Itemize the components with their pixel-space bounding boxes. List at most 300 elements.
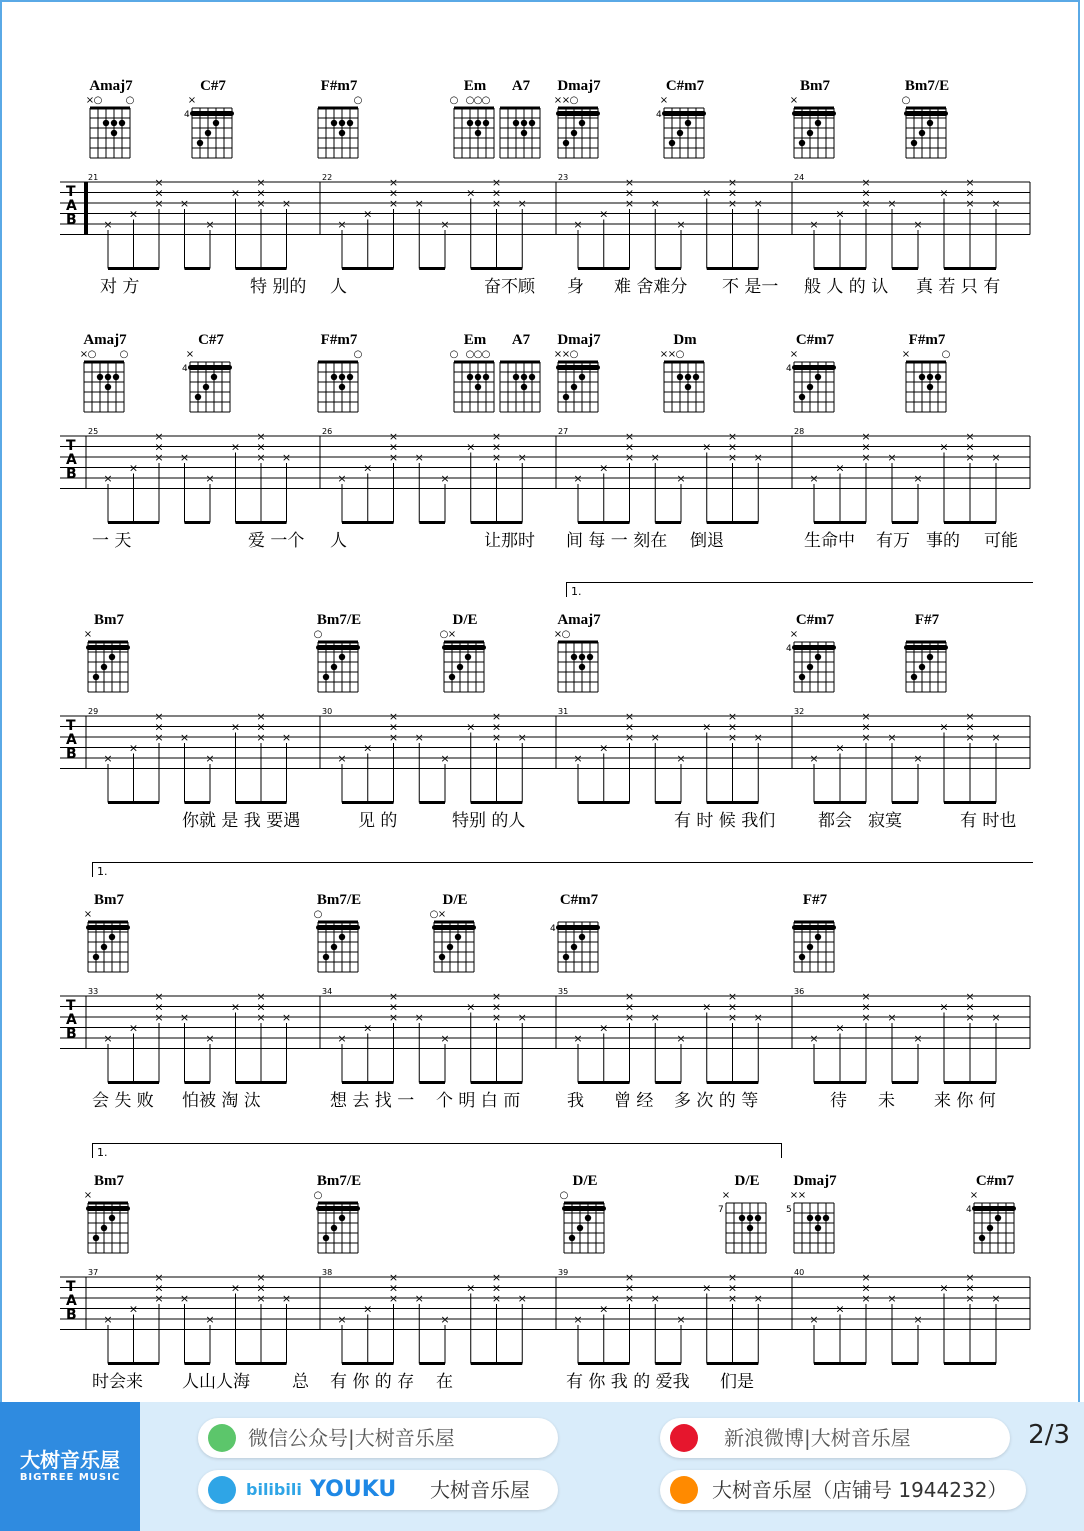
tab-note: × xyxy=(128,741,139,755)
string-mark: × xyxy=(797,1190,807,1201)
tab-note: × xyxy=(491,990,502,1003)
chord-name: D/E xyxy=(734,1173,760,1189)
string-mark: ○ xyxy=(561,629,571,640)
tab-note: × xyxy=(388,1271,399,1284)
tab-note: × xyxy=(939,1000,949,1014)
string-mark: × xyxy=(79,349,89,360)
svg-text:A: A xyxy=(66,732,77,748)
tab-note: × xyxy=(624,451,635,464)
lyric-fragment: 对 方 xyxy=(100,277,140,297)
string-mark: × xyxy=(85,95,95,106)
tab-note: × xyxy=(861,197,871,210)
string-mark: ○ xyxy=(569,349,579,360)
chord-grid xyxy=(892,94,962,164)
tab-note: × xyxy=(414,1292,424,1305)
tab-note: × xyxy=(466,186,476,200)
tab-note: × xyxy=(154,1000,164,1014)
measure-number: 30 xyxy=(322,707,333,716)
chord-name: Bm7/E xyxy=(904,78,950,94)
chord-name: A7 xyxy=(511,78,531,94)
tab-note: × xyxy=(154,186,164,200)
tab-note: × xyxy=(414,1011,424,1024)
tab-note: × xyxy=(388,731,399,744)
svg-text:A: A xyxy=(66,198,77,214)
tab-note: × xyxy=(256,1281,266,1295)
tab-note: × xyxy=(256,197,266,210)
lyric-fragment: 真 若 只 有 xyxy=(916,277,1001,297)
measure-number: 22 xyxy=(322,173,333,182)
tab-note: × xyxy=(861,990,871,1003)
barre xyxy=(792,111,836,116)
barre xyxy=(662,111,706,116)
chord-grid xyxy=(892,628,962,698)
chord-name: Amaj7 xyxy=(83,332,127,348)
chord-name: A7 xyxy=(511,332,531,348)
tab-note: × xyxy=(861,1000,871,1014)
barre xyxy=(432,925,476,930)
tab-note: × xyxy=(363,1021,373,1035)
tab-note: × xyxy=(624,1292,635,1305)
chord-grid xyxy=(74,628,144,698)
tab-note: × xyxy=(599,461,609,475)
measure-number: 26 xyxy=(322,427,333,436)
tab-note: × xyxy=(809,472,819,485)
tab-note: × xyxy=(491,440,502,454)
shop-link[interactable] xyxy=(660,1470,1026,1510)
barre xyxy=(904,645,948,650)
chord-grid xyxy=(74,1189,144,1259)
tab-note: × xyxy=(491,720,502,734)
lyric-fragment: 寂寞 xyxy=(868,811,902,831)
tab-note: × xyxy=(363,1302,373,1316)
tab-note: × xyxy=(650,451,660,464)
measure-number: 29 xyxy=(88,707,99,716)
chord-name: Em xyxy=(463,78,487,94)
string-mark: ○ xyxy=(901,95,911,106)
tab-note: × xyxy=(154,440,164,454)
tab-note: × xyxy=(965,1000,975,1014)
tab-note: × xyxy=(702,720,712,734)
tab-note: × xyxy=(939,720,949,734)
tab-note: × xyxy=(599,741,609,755)
svg-text:B: B xyxy=(66,1307,77,1323)
tab-note: × xyxy=(965,176,975,189)
tab-note: × xyxy=(205,1313,215,1326)
tab-note: × xyxy=(624,197,635,210)
wechat-icon xyxy=(208,1424,236,1452)
lyric-fragment: 在 xyxy=(436,1372,453,1392)
measure-number: 23 xyxy=(558,173,569,182)
tab-note: × xyxy=(861,1011,871,1024)
tab-note: × xyxy=(753,451,763,464)
chord-name: F#m7 xyxy=(908,332,946,348)
chord-grid xyxy=(70,348,140,418)
barre xyxy=(792,645,836,650)
tab-note: × xyxy=(337,218,347,231)
tab-note: × xyxy=(861,710,871,723)
tab-note: × xyxy=(809,752,819,765)
tab-note: × xyxy=(179,197,190,210)
string-mark: × xyxy=(667,349,677,360)
tab-note: × xyxy=(650,197,660,210)
tab-note: × xyxy=(753,1011,763,1024)
chord-grid xyxy=(176,348,246,418)
string-mark: ○ xyxy=(465,95,475,106)
tab-note: × xyxy=(414,451,424,464)
tab-note: × xyxy=(965,1271,975,1284)
lyric-fragment: 爱 一个 xyxy=(248,531,305,551)
tab-note: × xyxy=(835,1021,845,1035)
tab-note: × xyxy=(414,197,424,210)
measure-number: 24 xyxy=(794,173,805,182)
chord-grid xyxy=(304,348,374,418)
tab-note: × xyxy=(861,186,871,200)
barre xyxy=(972,1206,1016,1211)
tab-note: × xyxy=(256,1011,266,1024)
tab-note: × xyxy=(861,1271,871,1284)
video-links[interactable] xyxy=(198,1470,558,1510)
chord-grid xyxy=(544,628,614,698)
youku-label: YOUKU xyxy=(310,1477,397,1502)
measure-number: 39 xyxy=(558,1268,569,1277)
svg-text:T: T xyxy=(66,998,76,1014)
tab-note: × xyxy=(179,1292,190,1305)
string-mark: ○ xyxy=(675,349,685,360)
tab-note: × xyxy=(491,1000,502,1014)
tab-note: × xyxy=(517,1011,527,1024)
barre xyxy=(188,365,232,370)
lyric-fragment: 都会 xyxy=(818,811,852,831)
logo-en: BIGTREE MUSIC xyxy=(19,1472,121,1483)
measure-number: 33 xyxy=(88,987,99,996)
barre xyxy=(556,111,600,116)
chord-name: F#7 xyxy=(914,612,940,628)
string-mark: ○ xyxy=(569,95,579,106)
lyric-fragment: 有 时 候 我们 xyxy=(674,811,776,831)
tab-note: × xyxy=(939,1281,949,1295)
barre xyxy=(562,1206,606,1211)
fret-number: 4 xyxy=(182,364,188,374)
tab-note: × xyxy=(991,197,1001,210)
weibo-link[interactable] xyxy=(660,1418,1010,1458)
tab-note: × xyxy=(965,440,975,454)
tab-note: × xyxy=(205,752,215,765)
tab-note: × xyxy=(702,440,712,454)
string-mark: ○ xyxy=(429,909,439,920)
tab-note: × xyxy=(965,186,975,200)
weibo-icon xyxy=(670,1424,698,1452)
fret-number: 4 xyxy=(966,1205,972,1215)
chord-grid xyxy=(304,628,374,698)
tab-note: × xyxy=(440,472,450,485)
tab-note: × xyxy=(727,720,738,734)
tab-note: × xyxy=(650,731,660,744)
lyric-fragment: 人 xyxy=(330,277,347,297)
chord-grid xyxy=(550,1189,620,1259)
tab-note: × xyxy=(256,731,266,744)
string-mark: × xyxy=(437,909,447,920)
tab-note: × xyxy=(727,731,738,744)
barre xyxy=(556,925,600,930)
lyric-fragment: 可能 xyxy=(984,531,1018,551)
tab-note: × xyxy=(256,720,266,734)
string-mark: ○ xyxy=(449,95,459,106)
measure-number: 35 xyxy=(558,987,569,996)
tab-note: × xyxy=(466,1000,476,1014)
tab-note: × xyxy=(154,1281,164,1295)
tab-note: × xyxy=(388,440,399,454)
tab-note: × xyxy=(861,1281,871,1295)
string-mark: × xyxy=(185,349,195,360)
tab-note: × xyxy=(388,430,399,443)
chord-grid xyxy=(304,1189,374,1259)
lyric-fragment: 间 每 一 刻在 xyxy=(566,531,668,551)
tab-note: × xyxy=(727,1292,738,1305)
tab-note: × xyxy=(154,1011,164,1024)
tab-note: × xyxy=(491,1271,502,1284)
tab-note: × xyxy=(965,430,975,443)
measure-number: 40 xyxy=(794,1268,805,1277)
tab-note: × xyxy=(388,451,399,464)
video-account-label: 大树音乐屋 xyxy=(430,1478,530,1502)
tab-note: × xyxy=(887,731,897,744)
string-mark: × xyxy=(83,1190,93,1201)
tab-note: × xyxy=(491,1011,502,1024)
brand-logo xyxy=(0,1402,140,1531)
tab-note: × xyxy=(861,1292,871,1305)
tab-note: × xyxy=(939,440,949,454)
tab-note: × xyxy=(103,218,113,231)
tab-note: × xyxy=(861,176,871,189)
string-mark: × xyxy=(659,95,669,106)
string-mark: × xyxy=(553,95,563,106)
tab-note: × xyxy=(388,720,399,734)
chord-name: Em xyxy=(463,332,487,348)
lyric-fragment: 个 明 白 而 xyxy=(436,1091,521,1111)
tab-staff xyxy=(60,986,1060,1096)
tab-note: × xyxy=(491,176,502,189)
tab-note: × xyxy=(256,430,266,443)
tab-note: × xyxy=(913,1032,923,1045)
measure-number: 31 xyxy=(558,707,569,716)
string-mark: ○ xyxy=(481,349,491,360)
tab-note: × xyxy=(861,731,871,744)
tab-note: × xyxy=(517,451,527,464)
measure-number: 27 xyxy=(558,427,569,436)
measure-number: 25 xyxy=(88,427,99,436)
tab-note: × xyxy=(440,752,450,765)
lyric-fragment: 奋不顾 xyxy=(484,277,535,297)
fret-number: 4 xyxy=(786,644,792,654)
string-mark: ○ xyxy=(465,349,475,360)
chord-name: C#m7 xyxy=(559,892,599,908)
lyric-fragment: 一 天 xyxy=(92,531,132,551)
tab-note: × xyxy=(835,1302,845,1316)
tab-note: × xyxy=(624,1000,635,1014)
tab-note: × xyxy=(887,197,897,210)
chord-name: F#m7 xyxy=(320,78,358,94)
lyric-fragment: 见 的 xyxy=(358,811,398,831)
string-mark: × xyxy=(721,1190,731,1201)
tab-note: × xyxy=(517,1292,527,1305)
chord-grid xyxy=(780,94,850,164)
lyric-fragment: 们是 xyxy=(720,1372,754,1392)
lyric-fragment: 曾 经 xyxy=(614,1091,654,1111)
tab-note: × xyxy=(753,1292,763,1305)
string-mark: × xyxy=(553,349,563,360)
barre xyxy=(190,111,234,116)
fret-number: 4 xyxy=(786,364,792,374)
tab-note: × xyxy=(676,218,686,231)
wechat-label: 微信公众号|大树音乐屋 xyxy=(248,1426,455,1450)
tab-note: × xyxy=(727,1011,738,1024)
tab-note: × xyxy=(624,720,635,734)
chord-grid xyxy=(780,348,850,418)
tab-note: × xyxy=(388,1292,399,1305)
string-mark: × xyxy=(789,1190,799,1201)
tab-staff xyxy=(60,172,1060,282)
tab-note: × xyxy=(624,440,635,454)
tab-note: × xyxy=(230,720,241,734)
string-mark: × xyxy=(789,95,799,106)
string-mark: × xyxy=(83,629,93,640)
lyric-fragment: 有 你 我 的 爱我 xyxy=(566,1372,690,1392)
tab-note: × xyxy=(573,218,583,231)
tab-note: × xyxy=(103,472,113,485)
string-mark: ○ xyxy=(353,349,363,360)
chord-grid xyxy=(960,1189,1030,1259)
tab-note: × xyxy=(702,1000,712,1014)
barre xyxy=(86,645,130,650)
tab-note: × xyxy=(491,451,502,464)
measure-number: 36 xyxy=(794,987,805,996)
measure-number: 28 xyxy=(794,427,805,436)
shop-icon xyxy=(670,1476,698,1504)
volta-bracket: 1. xyxy=(92,1143,782,1158)
string-mark: ○ xyxy=(559,1190,569,1201)
svg-text:B: B xyxy=(66,746,77,762)
tab-note: × xyxy=(205,1032,215,1045)
volta-bracket: 1. xyxy=(92,862,1033,877)
measure-number: 38 xyxy=(322,1268,333,1277)
svg-text:T: T xyxy=(66,718,76,734)
tab-note: × xyxy=(676,1313,686,1326)
lyric-fragment: 多 次 的 等 xyxy=(674,1091,759,1111)
tab-note: × xyxy=(991,1011,1001,1024)
chord-name: Bm7/E xyxy=(316,1173,362,1189)
tab-note: × xyxy=(414,731,424,744)
string-mark: × xyxy=(969,1190,979,1201)
tab-note: × xyxy=(809,1313,819,1326)
tab-note: × xyxy=(887,1292,897,1305)
volta-bracket: 1. xyxy=(566,582,1033,597)
tab-note: × xyxy=(466,1281,476,1295)
measure-number: 34 xyxy=(322,987,333,996)
tab-note: × xyxy=(230,186,241,200)
chord-name: Bm7 xyxy=(94,612,124,628)
barre xyxy=(556,365,600,370)
tab-note: × xyxy=(154,720,164,734)
bilibili-icon xyxy=(208,1476,236,1504)
barre xyxy=(792,925,836,930)
chord-name: D/E xyxy=(442,892,468,908)
lyric-fragment: 人山人海 xyxy=(182,1372,250,1392)
tab-note: × xyxy=(491,186,502,200)
lyric-fragment: 怕被 淘 汰 xyxy=(182,1091,261,1111)
chord-grid xyxy=(544,94,614,164)
tab-note: × xyxy=(103,1313,113,1326)
tab-note: × xyxy=(205,472,215,485)
tab-note: × xyxy=(256,990,266,1003)
tab-note: × xyxy=(624,731,635,744)
tab-note: × xyxy=(650,1292,660,1305)
tab-note: × xyxy=(256,1000,266,1014)
tab-note: × xyxy=(230,1281,241,1295)
tab-note: × xyxy=(517,731,527,744)
tab-note: × xyxy=(965,1011,975,1024)
tab-note: × xyxy=(281,731,292,744)
string-mark: × xyxy=(659,349,669,360)
tab-note: × xyxy=(753,731,763,744)
barre xyxy=(792,365,836,370)
tab-note: × xyxy=(991,731,1001,744)
string-mark: × xyxy=(187,95,197,106)
tab-note: × xyxy=(624,1271,635,1284)
tab-note: × xyxy=(599,207,609,221)
chord-grid xyxy=(780,628,850,698)
string-mark: × xyxy=(83,909,93,920)
tab-note: × xyxy=(727,990,738,1003)
barre xyxy=(316,645,360,650)
barre xyxy=(86,925,130,930)
lyric-fragment: 会 失 败 xyxy=(92,1091,154,1111)
svg-text:A: A xyxy=(66,452,77,468)
tab-note: × xyxy=(624,710,635,723)
wechat-link[interactable] xyxy=(198,1418,558,1458)
svg-text:A: A xyxy=(66,1293,77,1309)
string-mark: × xyxy=(789,629,799,640)
string-mark: ○ xyxy=(313,629,323,640)
tab-note: × xyxy=(491,1292,502,1305)
tab-note: × xyxy=(128,1021,139,1035)
tab-note: × xyxy=(809,218,819,231)
lyric-fragment: 特 别的 xyxy=(250,277,307,297)
lyric-fragment: 有 你 的 存 xyxy=(330,1372,415,1392)
tab-note: × xyxy=(388,1000,399,1014)
lyric-fragment: 特别 的人 xyxy=(452,811,526,831)
tab-note: × xyxy=(128,461,139,475)
lyric-fragment: 未 xyxy=(878,1091,895,1111)
barre xyxy=(442,645,486,650)
tab-note: × xyxy=(154,990,164,1003)
tab-staff xyxy=(60,1267,1060,1377)
chord-grid xyxy=(650,94,720,164)
tab-note: × xyxy=(256,1271,266,1284)
chord-name: Bm7 xyxy=(94,1173,124,1189)
tab-note: × xyxy=(727,186,738,200)
chord-grid xyxy=(304,908,374,978)
tab-note: × xyxy=(179,1011,190,1024)
tab-note: × xyxy=(491,731,502,744)
chord-name: Dmaj7 xyxy=(793,1173,837,1189)
tab-note: × xyxy=(835,207,845,221)
lyric-fragment: 想 去 找 一 xyxy=(330,1091,415,1111)
string-mark: ○ xyxy=(473,95,483,106)
tab-note: × xyxy=(913,218,923,231)
tab-note: × xyxy=(388,186,399,200)
chord-grid xyxy=(304,94,374,164)
barre xyxy=(904,111,948,116)
